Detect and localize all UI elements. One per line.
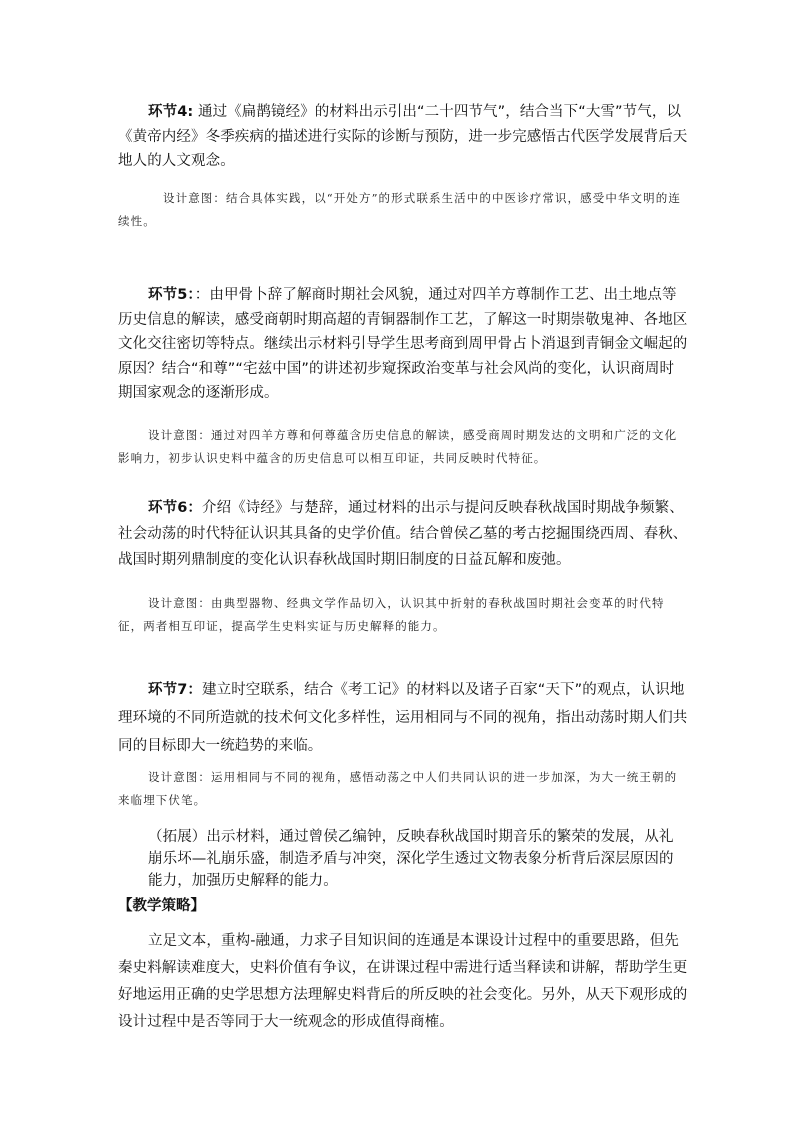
section-6-text: 介绍《诗经》与楚辞，通过材料的出示与提问反映春秋战国时期战争频繁、社会动荡的时代特征认识其具备的史学价值。结合曾侯乙墓的考古挖掘围绕西周、春秋、战国时期列鼎制度的变化认识春秋战国时期旧制度的日益瓦解和废弛。 bbox=[118, 500, 688, 568]
strategy-heading bbox=[118, 895, 418, 917]
section-6-intent-text: 设计意图：由典型器物、经典文学作品切入，认识其中折射的春秋战国时期社会变革的时代特征，两者相互印证，提高学生史料实证与历史解释的能力。 bbox=[118, 596, 665, 633]
extension-paragraph bbox=[148, 826, 688, 892]
section-6-intent bbox=[118, 592, 688, 638]
section-7-text: 建立时空联系，结合《考工记》的材料以及诸子百家“天下”的观点，认识地理环境的不同所造就的技术何文化多样性，运用相同与不同的视角，指出动荡时期人们共同的目标即大一统趋势的来临。 bbox=[118, 682, 688, 754]
strategy-paragraph bbox=[118, 928, 688, 1036]
section-7-paragraph bbox=[118, 676, 688, 760]
extension-text: （拓展）出示材料，通过曾侯乙编钟，反映春秋战国时期音乐的繁荣的发展，从礼崩乐坏—礼崩乐盛，制造矛盾与冲突，深化学生透过文物表象分析背后深层原因的能力，加强历史解释的能力。 bbox=[148, 829, 674, 889]
strategy-text: 立足文本，重构-融通，力求子目知识间的连通是本课设计过程中的重要思路，但先秦史料解读难度大，史料价值有争议，在讲课过程中需进行适当释读和讲解，帮助学生更好地运用正确的史学思想方法理解史料背后的所反映的社会变化。另外，从天下观形成的设计过程中是否等同于大一统观念的形成值得商榷。 bbox=[118, 933, 688, 1030]
section-6-paragraph bbox=[118, 495, 688, 573]
section-5-intent-text: 设计意图：通过对四羊方尊和何尊蕴含历史信息的解读，感受商周时期发达的文明和广泛的文化影响力，初步认识史料中蕴含的历史信息可以相互印证，共同反映时代特征。 bbox=[118, 428, 678, 465]
strategy-heading-text: 【教学策略】 bbox=[118, 898, 205, 914]
section-7-label: 环节7： bbox=[148, 682, 202, 698]
section-7-intent-text: 设计意图：运用相同与不同的视角，感悟动荡之中人们共同认识的进一步加深，为大一统王朝的来临埋下伏笔。 bbox=[118, 770, 678, 807]
section-5-label: 环节5： bbox=[148, 287, 195, 303]
section-4-intent-text: 设计意图：结合具体实践，以“开处方”的形式联系生活中的中医诊疗常识，感受中华文明的连续性。 bbox=[118, 191, 681, 228]
section-5-paragraph bbox=[118, 283, 688, 406]
section-4-intent bbox=[118, 187, 688, 233]
section-5-intent bbox=[118, 424, 688, 470]
section-4-label: 环节4: bbox=[148, 104, 194, 120]
section-4-paragraph bbox=[118, 100, 688, 174]
section-4-text: 通过《扁鹊镜经》的材料出示引出“二十四节气”，结合当下“大雪”节气，以《黄帝内经》冬季疾病的描述进行实际的诊断与预防，进一步完感悟古代医学发展背后天地人的人文观念。 bbox=[118, 104, 688, 169]
section-7-intent bbox=[118, 766, 688, 812]
section-6-label: 环节6： bbox=[148, 500, 202, 516]
section-5-text: ：由甲骨卜辞了解商时期社会风貌，通过对四羊方尊制作工艺、出土地点等历史信息的解读，感受商朝时期高超的青铜器制作工艺，了解这一时期崇敬鬼神、各地区文化交往密切等特点。继续出示材料引导学生思考商到周甲骨占卜消退到青铜金文崛起的原因？结合“和尊”“宅兹中国”的讲述初步窥探政治变革与社会风尚的变化，认识商周时期国家观念的逐渐形成。 bbox=[118, 287, 688, 401]
